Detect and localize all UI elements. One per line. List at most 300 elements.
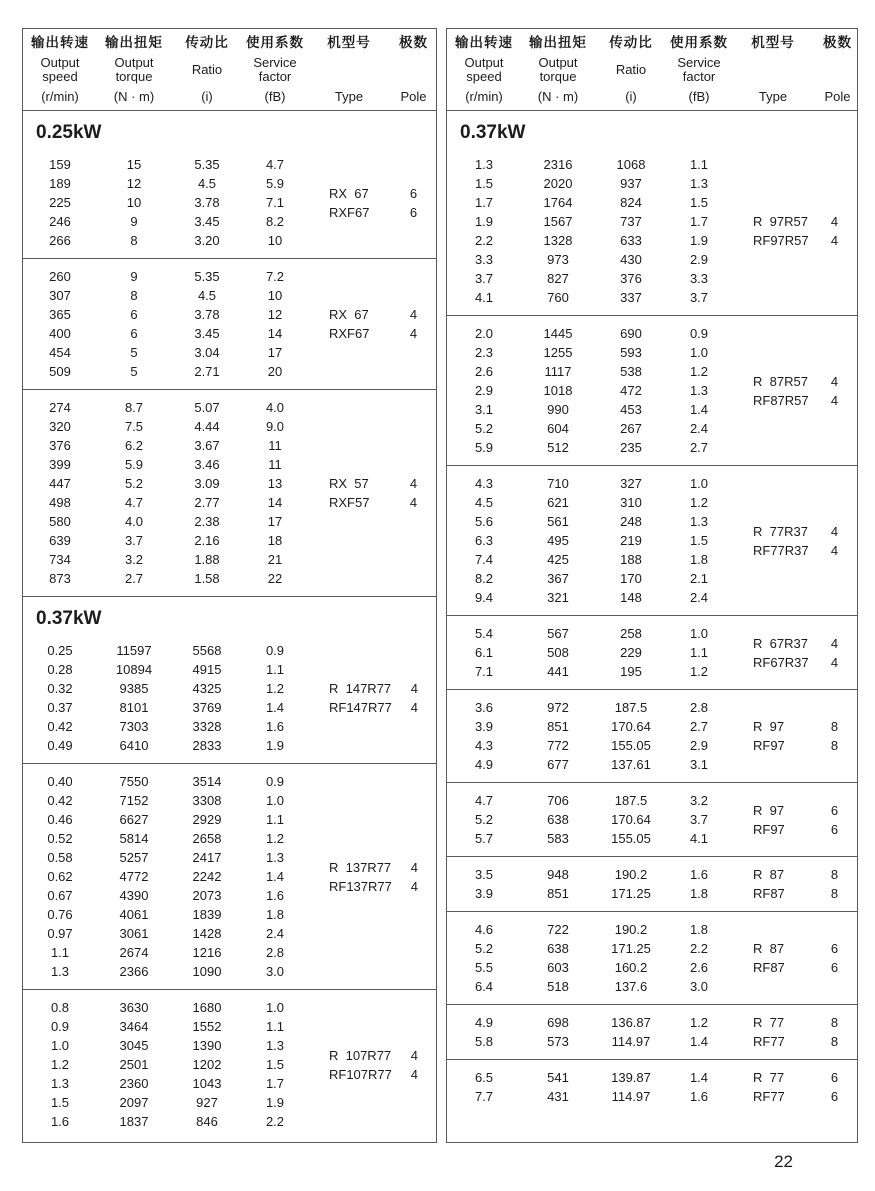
- type-pole-cell: [307, 998, 437, 1131]
- ratio-value: 2073: [192, 888, 222, 903]
- spec-table-right: [446, 28, 858, 1143]
- type-pole-line: [731, 958, 857, 977]
- service-factor-value: 3.1: [689, 757, 709, 772]
- output-torque-value: 4.7: [124, 495, 144, 510]
- output-torque-value: 583: [547, 831, 569, 846]
- output-torque-value: 567: [547, 626, 569, 641]
- ratio-value: 160.2: [614, 960, 648, 975]
- type-value: RF97: [753, 738, 785, 753]
- output-torque-value: 6.2: [124, 438, 144, 453]
- output-torque-value: 772: [547, 738, 569, 753]
- output-torque-value: 722: [547, 922, 569, 937]
- ratio-value: 2242: [192, 869, 222, 884]
- ratio-value: 3.45: [194, 214, 220, 229]
- numeric-grid: [447, 865, 731, 903]
- type-pole-line: [731, 1087, 857, 1106]
- output-torque-value: 2501: [119, 1057, 149, 1072]
- power-section-title: 0.25kW: [36, 122, 102, 143]
- type-pole-cell: [731, 865, 857, 903]
- service-factor-value: 1.4: [265, 869, 285, 884]
- service-factor-value: 5.9: [265, 176, 285, 191]
- ratio-value: 1552: [192, 1019, 222, 1034]
- output-speed-value: 365: [49, 307, 71, 322]
- pole-value: 6: [830, 1089, 839, 1104]
- ratio-value: 171.25: [611, 941, 651, 956]
- gear-spec-block: [447, 147, 857, 315]
- type-value: RX 67: [329, 307, 369, 322]
- service-factor-value: 2.6: [689, 960, 709, 975]
- service-factor-value: 1.0: [689, 626, 709, 641]
- ratio-value: 2.71: [194, 364, 220, 379]
- gear-spec-block: [23, 989, 436, 1139]
- service-factor-value: 1.3: [689, 176, 709, 191]
- ratio-value: 430: [620, 252, 642, 267]
- type-pole-line: [307, 698, 437, 717]
- type-value: RXF67: [329, 204, 370, 220]
- ratio-value: 2833: [192, 738, 222, 753]
- output-torque-value: 10894: [115, 662, 153, 677]
- header-label-en: Ratio: [615, 62, 647, 77]
- ratio-value: 137.6: [614, 979, 648, 994]
- ratio-value: 2658: [192, 831, 222, 846]
- service-factor-value: 7.2: [265, 269, 285, 284]
- output-torque-value: 710: [547, 476, 569, 491]
- ratio-value: 3.04: [194, 345, 220, 360]
- output-torque-value: 3045: [119, 1038, 149, 1053]
- ratio-value: 258: [620, 626, 642, 641]
- pole-value: 8: [830, 1015, 839, 1030]
- output-speed-value: 0.32: [47, 681, 73, 696]
- service-factor-value: 21: [267, 552, 283, 567]
- output-torque-value: 7.5: [124, 419, 144, 434]
- numeric-grid: [447, 624, 731, 681]
- type-pole-cell: [731, 324, 857, 457]
- output-speed-value: 2.3: [474, 345, 494, 360]
- ratio-value: 3.46: [194, 457, 220, 472]
- output-torque-value: 4390: [119, 888, 149, 903]
- service-factor-value: 1.7: [689, 214, 709, 229]
- type-pole-line: [307, 324, 436, 343]
- output-torque-value: 1255: [543, 345, 573, 360]
- output-speed-value: 0.40: [47, 774, 73, 789]
- ratio-value: 190.2: [614, 922, 648, 937]
- output-torque-value: 2360: [119, 1076, 149, 1091]
- ratio-value: 229: [620, 645, 642, 660]
- service-factor-value: 2.7: [689, 719, 709, 734]
- ratio-value: 1090: [192, 964, 222, 979]
- ratio-value: 155.05: [611, 738, 651, 753]
- header-unit: (N · m): [537, 89, 579, 104]
- gear-spec-block: [23, 389, 436, 596]
- type-pole-line: [731, 212, 857, 231]
- ratio-value: 824: [620, 195, 642, 210]
- type-value: R 107R77: [329, 1047, 392, 1063]
- ratio-value: 3769: [192, 700, 222, 715]
- output-torque-value: 512: [547, 440, 569, 455]
- ratio-value: 1.58: [194, 571, 220, 586]
- pole-value: 6: [830, 960, 839, 975]
- output-speed-value: 1.1: [50, 945, 70, 960]
- type-pole-cell: [731, 698, 857, 774]
- output-speed-value: 189: [49, 176, 71, 191]
- output-torque-value: 2366: [119, 964, 149, 979]
- output-speed-value: 0.9: [50, 1019, 70, 1034]
- service-factor-value: 1.3: [265, 1038, 285, 1053]
- header-label-zh: 极数: [823, 35, 852, 50]
- output-torque-value: 8: [130, 288, 138, 303]
- output-speed-value: 0.58: [47, 850, 73, 865]
- header-label-en: Output speed: [464, 55, 504, 84]
- pole-value: 4: [830, 523, 839, 539]
- column-header: [595, 29, 667, 110]
- gear-spec-block: [447, 689, 857, 782]
- output-torque-value: 698: [547, 1015, 569, 1030]
- type-pole-line: [731, 884, 857, 903]
- output-speed-value: 260: [49, 269, 71, 284]
- ratio-value: 453: [620, 402, 642, 417]
- column-header-row: [447, 29, 857, 111]
- pole-value: 4: [830, 214, 839, 229]
- output-speed-value: 5.4: [474, 626, 494, 641]
- pole-value: 4: [409, 326, 418, 341]
- ratio-value: 1390: [192, 1038, 222, 1053]
- output-speed-value: 3.6: [474, 700, 494, 715]
- type-value: RF147R77: [329, 700, 392, 715]
- type-pole-line: [731, 865, 857, 884]
- output-torque-value: 6410: [119, 738, 149, 753]
- service-factor-value: 1.0: [265, 1000, 285, 1015]
- page-number: 22: [774, 1152, 793, 1171]
- output-speed-value: 1.6: [50, 1114, 70, 1129]
- type-value: R 97R57: [753, 214, 808, 229]
- header-unit: (i): [625, 89, 637, 104]
- type-pole-cell: [731, 474, 857, 607]
- type-pole-cell: [307, 267, 436, 381]
- ratio-value: 737: [620, 214, 642, 229]
- type-value: R 137R77: [329, 859, 392, 875]
- ratio-value: 846: [196, 1114, 218, 1129]
- output-torque-value: 1117: [544, 364, 572, 379]
- output-speed-value: 5.2: [474, 421, 494, 436]
- type-pole-cell: [307, 155, 436, 250]
- pole-value: 4: [830, 654, 839, 670]
- type-pole-line: [731, 820, 857, 839]
- output-speed-value: 6.1: [474, 645, 494, 660]
- output-torque-value: 1328: [543, 233, 573, 248]
- output-torque-value: 638: [547, 812, 569, 827]
- service-factor-value: 1.2: [689, 664, 709, 679]
- pole-value: 6: [830, 821, 839, 837]
- header-label-en: Output speed: [40, 55, 80, 84]
- gear-spec-block: [23, 147, 436, 258]
- gear-spec-block: [23, 258, 436, 389]
- output-speed-value: 3.7: [474, 271, 494, 286]
- pole-value: 4: [410, 859, 418, 875]
- header-unit: (r/min): [465, 89, 503, 104]
- type-pole-line: [731, 391, 857, 410]
- type-pole-line: [731, 939, 857, 958]
- output-torque-value: 6627: [119, 812, 149, 827]
- type-value: RF77R37: [753, 542, 809, 558]
- header-unit: Pole: [400, 89, 427, 104]
- type-pole-line: [731, 231, 857, 250]
- ratio-value: 5.07: [194, 400, 220, 415]
- service-factor-value: 18: [267, 533, 283, 548]
- output-speed-value: 580: [49, 514, 71, 529]
- type-pole-line: [731, 634, 857, 653]
- header-unit: (r/min): [41, 89, 79, 104]
- ratio-value: 3.78: [194, 195, 220, 210]
- service-factor-value: 1.9: [689, 233, 709, 248]
- output-torque-value: 972: [547, 700, 569, 715]
- output-speed-value: 2.6: [474, 364, 494, 379]
- output-speed-value: 0.37: [47, 700, 73, 715]
- type-value: RF87: [753, 886, 785, 901]
- type-pole-cell: [731, 624, 857, 681]
- output-speed-value: 2.2: [474, 233, 494, 248]
- output-speed-value: 9.4: [474, 590, 494, 605]
- pole-value: 4: [410, 700, 418, 715]
- service-factor-value: 4.0: [265, 400, 285, 415]
- output-torque-value: 677: [547, 757, 569, 772]
- output-torque-value: 425: [547, 552, 569, 567]
- output-speed-value: 0.52: [47, 831, 73, 846]
- type-value: RX 57: [329, 476, 369, 491]
- header-label-en: Ratio: [191, 62, 223, 77]
- service-factor-value: 4.1: [689, 831, 709, 846]
- output-speed-value: 376: [49, 438, 71, 453]
- type-pole-cell: [307, 398, 436, 588]
- type-pole-line: [307, 493, 436, 512]
- type-pole-cell: [731, 920, 857, 996]
- output-speed-value: 5.2: [474, 812, 494, 827]
- numeric-grid: [447, 1068, 731, 1106]
- output-torque-value: 7550: [119, 774, 149, 789]
- output-torque-value: 3464: [119, 1019, 149, 1034]
- output-speed-value: 454: [49, 345, 71, 360]
- power-section-title: 0.37kW: [460, 122, 526, 143]
- ratio-value: 1428: [192, 926, 222, 941]
- service-factor-value: 1.4: [689, 1070, 709, 1085]
- output-torque-value: 495: [547, 533, 569, 548]
- output-speed-value: 6.3: [474, 533, 494, 548]
- numeric-grid: [23, 772, 307, 981]
- pole-value: 4: [830, 542, 839, 558]
- ratio-value: 170.64: [611, 719, 651, 734]
- type-pole-line: [307, 679, 437, 698]
- output-torque-value: 10: [126, 195, 142, 210]
- pole-value: 8: [830, 867, 839, 882]
- service-factor-value: 20: [267, 364, 283, 379]
- service-factor-value: 2.8: [689, 700, 709, 715]
- ratio-value: 2.16: [194, 533, 220, 548]
- ratio-value: 1202: [192, 1057, 222, 1072]
- column-header: [171, 29, 243, 110]
- service-factor-value: 0.9: [265, 643, 285, 658]
- pole-value: 6: [830, 802, 839, 818]
- output-torque-value: 5.2: [124, 476, 144, 491]
- type-pole-cell: [731, 791, 857, 848]
- service-factor-value: 1.5: [689, 195, 709, 210]
- service-factor-value: 1.2: [265, 831, 285, 846]
- numeric-grid: [23, 267, 307, 381]
- gear-spec-block: [447, 315, 857, 465]
- service-factor-value: 22: [267, 571, 283, 586]
- type-value: R 77: [753, 1015, 785, 1030]
- ratio-value: 190.2: [614, 867, 648, 882]
- output-speed-value: 4.5: [474, 495, 494, 510]
- type-value: RXF67: [329, 326, 370, 341]
- ratio-value: 235: [620, 440, 642, 455]
- output-torque-value: 2020: [543, 176, 573, 191]
- pole-value: 6: [409, 204, 418, 220]
- output-speed-value: 0.28: [47, 662, 73, 677]
- output-torque-value: 1764: [543, 195, 573, 210]
- type-pole-line: [731, 717, 857, 736]
- ratio-value: 3514: [192, 774, 222, 789]
- output-torque-value: 760: [547, 290, 569, 305]
- service-factor-value: 1.8: [689, 922, 709, 937]
- ratio-value: 1068: [616, 157, 646, 172]
- service-factor-value: 14: [267, 326, 283, 341]
- output-torque-value: 441: [547, 664, 569, 679]
- pole-value: 4: [409, 476, 418, 491]
- service-factor-value: 2.9: [689, 738, 709, 753]
- header-unit: Pole: [824, 89, 851, 104]
- service-factor-value: 10: [267, 288, 283, 303]
- service-factor-value: 1.2: [689, 1015, 709, 1030]
- output-speed-value: 246: [49, 214, 71, 229]
- output-torque-value: 851: [547, 719, 569, 734]
- ratio-value: 219: [620, 533, 642, 548]
- service-factor-value: 13: [267, 476, 283, 491]
- service-factor-value: 1.4: [265, 700, 285, 715]
- output-torque-value: 11597: [116, 643, 152, 658]
- output-torque-value: 15: [126, 157, 142, 172]
- output-torque-value: 4.0: [124, 514, 144, 529]
- column-header: [97, 29, 171, 110]
- output-speed-value: 0.42: [47, 719, 73, 734]
- output-speed-value: 3.1: [474, 402, 494, 417]
- pole-value: 4: [830, 233, 839, 248]
- ratio-value: 376: [620, 271, 642, 286]
- ratio-value: 4.44: [194, 419, 220, 434]
- output-torque-value: 3.7: [124, 533, 144, 548]
- service-factor-value: 1.2: [265, 681, 285, 696]
- type-pole-line: [731, 372, 857, 391]
- column-header: [391, 29, 436, 110]
- output-speed-value: 4.7: [474, 793, 494, 808]
- ratio-value: 139.87: [611, 1070, 651, 1085]
- header-unit: (i): [201, 89, 213, 104]
- output-torque-value: 7152: [119, 793, 149, 808]
- output-torque-value: 5: [130, 345, 138, 360]
- ratio-value: 472: [620, 383, 642, 398]
- header-label-zh: 机型号: [751, 35, 795, 50]
- output-speed-value: 498: [49, 495, 71, 510]
- service-factor-value: 1.2: [689, 495, 709, 510]
- pole-value: 8: [830, 1034, 839, 1049]
- type-value: RF97R57: [753, 233, 809, 248]
- output-torque-value: 9385: [119, 681, 149, 696]
- column-header: [447, 29, 521, 110]
- type-pole-line: [731, 1068, 857, 1087]
- numeric-grid: [447, 474, 731, 607]
- service-factor-value: 1.2: [689, 364, 709, 379]
- ratio-value: 3.45: [194, 326, 220, 341]
- output-speed-value: 274: [49, 400, 71, 415]
- output-speed-value: 5.7: [474, 831, 494, 846]
- ratio-value: 5.35: [194, 269, 220, 284]
- ratio-value: 248: [620, 514, 642, 529]
- numeric-grid: [447, 791, 731, 848]
- output-speed-value: 0.8: [50, 1000, 70, 1015]
- output-torque-value: 12: [126, 176, 142, 191]
- numeric-grid: [23, 398, 307, 588]
- service-factor-value: 1.8: [689, 886, 709, 901]
- header-label-en: Output torque: [538, 55, 578, 84]
- service-factor-value: 2.1: [689, 571, 709, 586]
- output-torque-value: 851: [547, 886, 569, 901]
- ratio-value: 5568: [192, 643, 222, 658]
- output-torque-value: 321: [547, 590, 569, 605]
- output-torque-value: 973: [547, 252, 569, 267]
- ratio-value: 337: [620, 290, 642, 305]
- gear-spec-block: [447, 856, 857, 911]
- output-speed-value: 4.3: [474, 476, 494, 491]
- ratio-value: 187.5: [614, 793, 648, 808]
- type-value: R 77: [753, 1070, 785, 1085]
- service-factor-value: 1.7: [265, 1076, 285, 1091]
- type-pole-cell: [307, 641, 437, 755]
- output-speed-value: 8.2: [474, 571, 494, 586]
- output-torque-value: 508: [547, 645, 569, 660]
- type-value: RF77: [753, 1089, 785, 1104]
- type-value: RF87: [753, 960, 785, 975]
- pole-value: 6: [409, 185, 418, 201]
- service-factor-value: 2.8: [265, 945, 285, 960]
- type-value: R 97: [753, 802, 785, 818]
- output-torque-value: 3630: [119, 1000, 149, 1015]
- type-pole-line: [731, 1013, 857, 1032]
- pole-value: 8: [830, 738, 839, 753]
- output-speed-value: 734: [49, 552, 71, 567]
- output-speed-value: 0.42: [47, 793, 73, 808]
- output-speed-value: 4.3: [474, 738, 494, 753]
- service-factor-value: 3.7: [689, 290, 709, 305]
- pole-value: 6: [830, 941, 839, 956]
- type-value: R 87: [753, 941, 785, 956]
- output-torque-value: 367: [547, 571, 569, 586]
- ratio-value: 937: [620, 176, 642, 191]
- type-pole-line: [307, 203, 436, 222]
- output-speed-value: 159: [49, 157, 71, 172]
- column-header-row: [23, 29, 436, 111]
- output-torque-value: 2097: [119, 1095, 149, 1110]
- service-factor-value: 1.1: [689, 645, 709, 660]
- service-factor-value: 3.0: [265, 964, 285, 979]
- output-speed-value: 5.9: [474, 440, 494, 455]
- service-factor-value: 1.4: [689, 1034, 709, 1049]
- output-torque-value: 4061: [119, 907, 149, 922]
- type-value: RF137R77: [329, 878, 392, 894]
- output-speed-value: 0.76: [47, 907, 73, 922]
- type-pole-cell: [307, 772, 437, 981]
- type-value: R 77R37: [753, 523, 808, 539]
- header-label-zh: 传动比: [609, 35, 653, 50]
- output-speed-value: 0.25: [47, 643, 73, 658]
- output-torque-value: 5257: [119, 850, 149, 865]
